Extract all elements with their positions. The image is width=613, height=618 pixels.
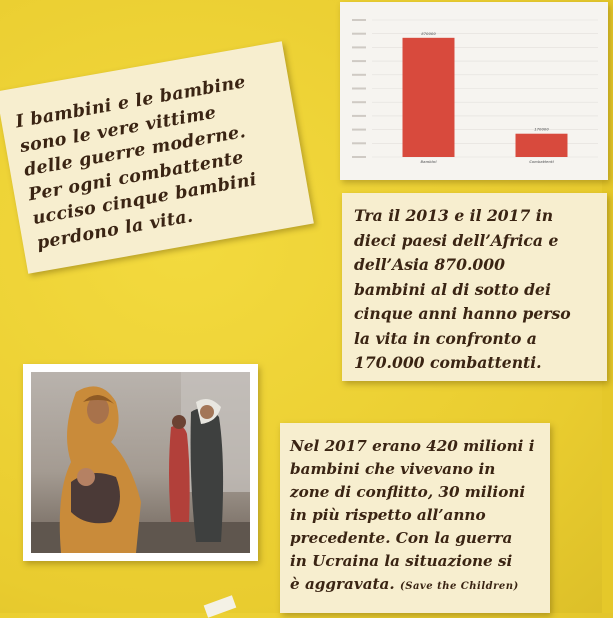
bar-chart [340, 2, 608, 180]
y-tick-label [352, 19, 366, 21]
y-tick-label [352, 60, 366, 62]
bar-data-label: 870000 [421, 31, 436, 36]
y-tick-label [352, 156, 366, 158]
y-tick-label [352, 88, 366, 90]
x-tick-label: Combattenti [529, 160, 554, 164]
right-bottom-card-text: Nel 2017 erano 420 milioni i bambini che vivevano in zone di conflitto, 30 milioni in più rispetto all’anno precedente. Con la guerra in Ucraina la situazione si è aggravata. [290, 437, 535, 593]
left-text-card [0, 41, 314, 274]
x-tick-label: Bambini [420, 160, 437, 164]
bar-1 [516, 134, 568, 157]
bottom-paper-scrap [204, 595, 237, 617]
bar-0 [403, 38, 455, 157]
right-bottom-card-paragraph [290, 435, 542, 598]
y-tick-label [352, 74, 366, 76]
y-tick-label [352, 129, 366, 131]
left-card-text: I bambini e le bambine sono le vere vittime delle guerre moderne. Per ogni combattente ucciso cinque bambini perdono la vita. [14, 72, 259, 254]
photo-card [23, 364, 258, 561]
right-top-card-text: Tra il 2013 e il 2017 in dieci paesi dell’Africa e dell’Asia 870.000 bambini al di sotto dei cinque anni hanno perso la vita in confronto a 170.000 combattenti. [354, 206, 571, 372]
right-bottom-text-card [280, 423, 550, 613]
right-top-text-card [342, 193, 607, 381]
bar-data-label: 170000 [534, 127, 549, 132]
chart-bars [403, 32, 568, 164]
y-tick-label [352, 33, 366, 35]
y-tick-label [352, 142, 366, 144]
bar-chart-card [340, 2, 608, 180]
y-tick-label [352, 101, 366, 103]
y-tick-label [352, 115, 366, 117]
woman-carrying-child-photo [31, 372, 250, 553]
source-credit: (Save the Children) [399, 581, 519, 592]
y-tick-label [352, 46, 366, 48]
